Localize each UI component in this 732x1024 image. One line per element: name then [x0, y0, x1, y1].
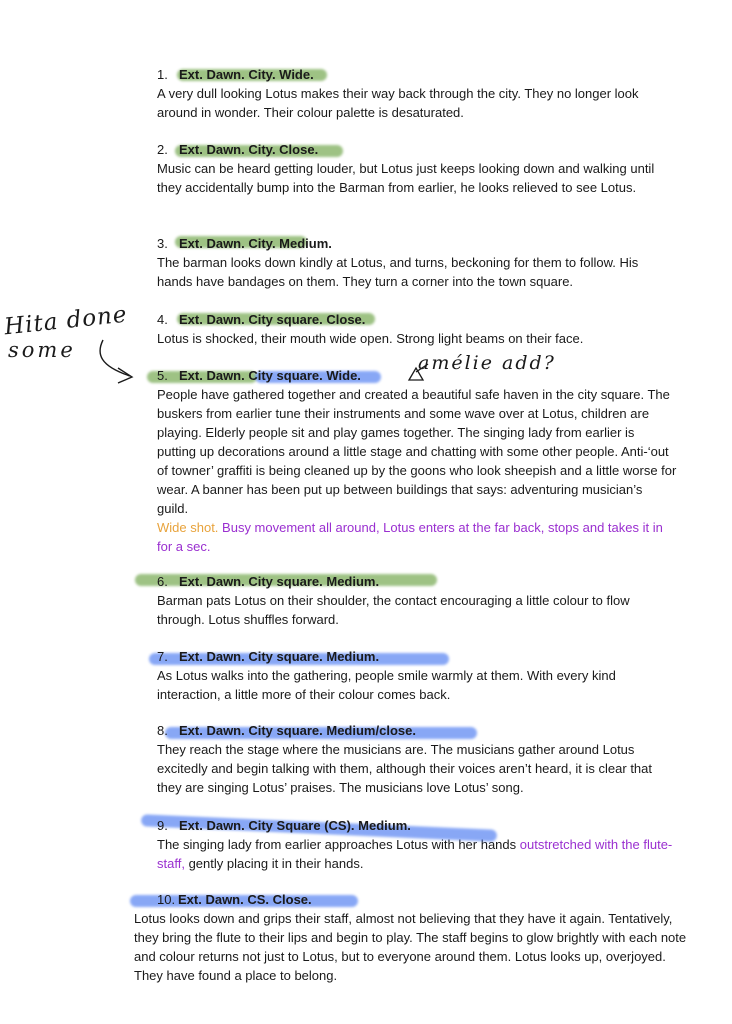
shot-number: 7. — [157, 649, 168, 664]
shot-description: Lotus looks down and grips their staff, almost not believing that they have it again. Tentatively, they bring the flute to their lips and begin to play. The staff begins to glow brightly with each note and colour returns not just to Lotus, but to everyone around them. Lotus looks up, overjoyed. They have found a place to belong. — [134, 911, 687, 983]
shot-number: 5. — [157, 368, 168, 383]
handwritten-note-left-line1: Hita done — [2, 301, 129, 341]
shot-description: Barman pats Lotus on their shoulder, the contact encouraging a little colour to flow through. Lotus shuffles forward. — [157, 593, 630, 627]
shot-description-purple: outstretched with the flute-staff, — [157, 837, 673, 871]
shot-title: Ext. Dawn. City. Close. — [179, 142, 319, 157]
shot-title: Ext. Dawn. City square. Medium. — [179, 649, 380, 664]
shot-description: The barman looks down kindly at Lotus, and turns, beckoning for them to follow. His hands have bandages on them. They turn a corner into the town square. — [157, 255, 639, 289]
shot-number: 4. — [157, 312, 168, 327]
note-purple: Busy movement all around, Lotus enters at the far back, stops and takes it in for a sec. — [157, 520, 663, 554]
shot-number: 1. — [157, 67, 168, 82]
handwritten-note-right: amélie add? — [418, 352, 556, 374]
handwritten-note-left-line2: some — [8, 338, 76, 362]
shot-title: Ext. Dawn. City square. Medium/close. — [179, 723, 416, 738]
shot-number: 6. — [157, 574, 168, 589]
shot-title: Ext. Dawn. City. Wide. — [179, 67, 314, 82]
shot-title: Ext. Dawn. City. Medium. — [179, 236, 332, 251]
shot-title: Ext. Dawn. City square. Close. — [179, 312, 366, 327]
shot-title: Ext. Dawn. City Square (CS). Medium. — [179, 818, 411, 833]
note-orange: Wide shot. — [157, 520, 219, 535]
shot-number: 2. — [157, 142, 168, 157]
shot-title: Ext. Dawn. City square. Medium. — [179, 574, 380, 589]
shot-description: People have gathered together and created a beautiful safe haven in the city square. The buskers from earlier tune their instruments and some wave over at Lotus, children are playing. Elderly people sit and play games together. The singing lady from earlier is putting up decorations around a little stage and chatting with some other people. Anti-‘out of towner’ graffiti is being cleaned up by the goons who look sheepish and a little worse for wear. A banner has been put up between buildings that says: adventuring musician’s guild. — [157, 387, 677, 516]
shot-description: As Lotus walks into the gathering, people smile warmly at them. With every kind interaction, a little more of their colour comes back. — [157, 668, 616, 702]
shot-description-end: gently placing it in their hands. — [188, 856, 364, 871]
shot-description: Music can be heard getting louder, but Lotus just keeps looking down and walking until they accidentally bump into the Barman from earlier, he looks relieved to see Lotus. — [157, 161, 655, 195]
shot-title: Ext. Dawn. City square. Wide. — [179, 368, 361, 383]
shot-number: 8. — [157, 723, 168, 738]
shot-title: Ext. Dawn. CS. Close. — [178, 892, 312, 907]
shot-description: Lotus is shocked, their mouth wide open. Strong light beams on their face. — [157, 331, 584, 346]
shot-number: 9. — [157, 818, 168, 833]
shot-number: 10. — [157, 892, 176, 907]
shot-description-start: The singing lady from earlier approaches Lotus with her hands — [157, 837, 517, 852]
shot-description: A very dull looking Lotus makes their way back through the city. They no longer look around in wonder. Their colour palette is desaturated. — [157, 86, 639, 120]
shot-number: 3. — [157, 236, 168, 251]
shot-description: They reach the stage where the musicians are. The musicians gather around Lotus excitedly and begin talking with them, although their voices aren’t heard, it is clear that they are singing Lotus’ praises. The musicians love Lotus’ song. — [157, 742, 652, 795]
